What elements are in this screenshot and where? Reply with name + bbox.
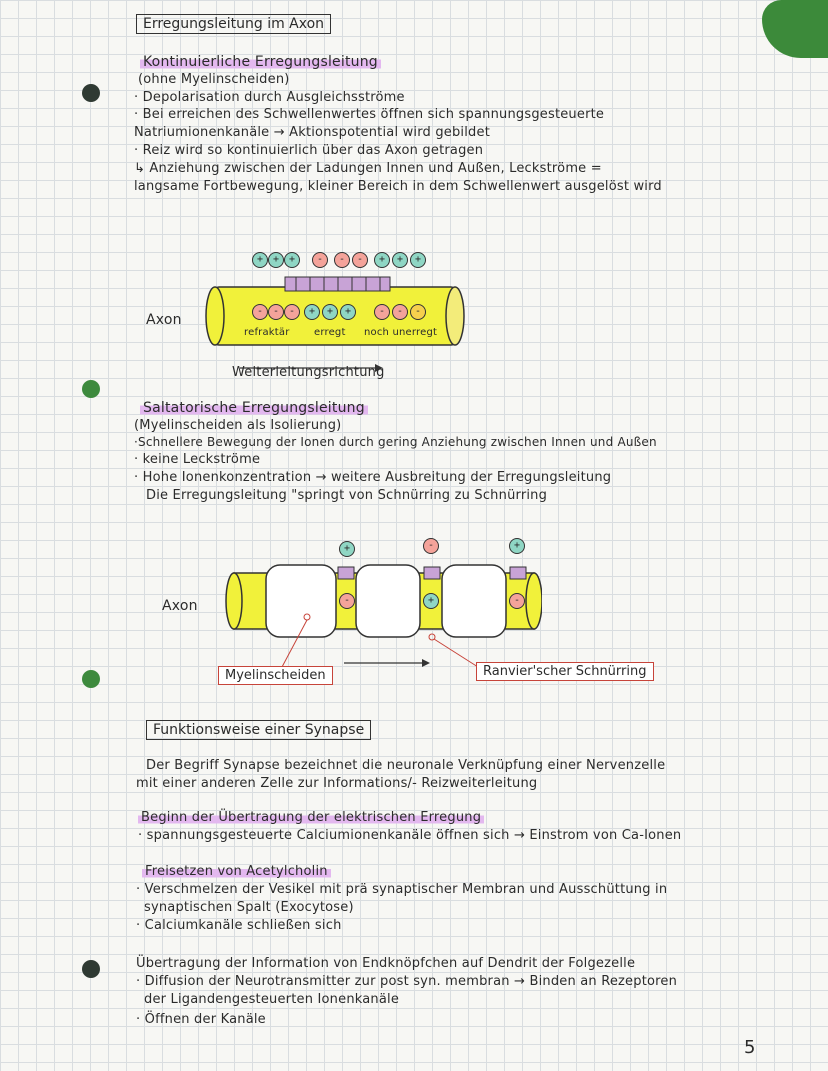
axon-label: Axon — [162, 598, 198, 614]
ion: - — [312, 252, 328, 268]
text-line: · Depolarisation durch Ausgleichsströme — [134, 90, 405, 105]
ion: + — [339, 541, 355, 557]
subheading-beginn: Beginn der Übertragung der elektrischen Erregung — [138, 810, 484, 826]
ion: - — [410, 304, 426, 320]
ion: - — [509, 593, 525, 609]
text-line: · Diffusion der Neurotransmitter zur post syn. membran → Binden an Rezeptoren — [136, 974, 678, 989]
ion: - — [284, 304, 300, 320]
ion: - — [268, 304, 284, 320]
label-noch-unerregt: noch unerregt — [364, 327, 438, 338]
ion: + — [340, 304, 356, 320]
text-line: · Hohe Ionenkonzentration → weitere Ausbreitung der Erregungsleitung — [134, 470, 612, 485]
punch-hole — [82, 84, 100, 102]
section-sub: (Myelinscheiden als Isolierung) — [134, 418, 342, 433]
ion: - — [252, 304, 268, 320]
text-line: Die Erregungsleitung "springt von Schnürring zu Schnürring — [146, 488, 548, 503]
section-heading-saltatorisch: Saltatorische Erregungsleitung — [140, 400, 368, 416]
text-line: mit einer anderen Zelle zur Informations/- Reizweiterleitung — [136, 776, 538, 791]
ion: - — [392, 304, 408, 320]
section-heading-kontinuierlich: Kontinuierliche Erregungsleitung — [140, 54, 381, 70]
punch-hole — [82, 960, 100, 978]
ion: + — [252, 252, 268, 268]
ion: + — [304, 304, 320, 320]
text-line: Natriumionenkanäle → Aktionspotential wird gebildet — [134, 125, 491, 140]
green-corner-mark — [762, 0, 828, 58]
section-sub: (ohne Myelinscheiden) — [138, 72, 290, 87]
text-line: synaptischen Spalt (Exocytose) — [144, 900, 354, 915]
subheading-uebertragung: Übertragung der Information von Endknöpfchen auf Dendrit der Folgezelle — [136, 956, 636, 971]
label-refraktaer: refraktär — [244, 327, 290, 338]
axon-label: Axon — [146, 312, 182, 328]
text-line: ·Schnellere Bewegung der Ionen durch gering Anziehung zwischen Innen und Außen — [134, 435, 657, 449]
ion: + — [268, 252, 284, 268]
ion: - — [339, 593, 355, 609]
ion: + — [392, 252, 408, 268]
subheading-freisetzen: Freisetzen von Acetylcholin — [142, 864, 331, 880]
ion: - — [352, 252, 368, 268]
ranvier-label: Ranvier'scher Schnürring — [476, 662, 654, 681]
text-line: der Ligandengesteuerten Ionenkanäle — [144, 992, 400, 1007]
ion: - — [423, 538, 439, 554]
ion: + — [322, 304, 338, 320]
text-line: · Verschmelzen der Vesikel mit prä synaptischer Membran und Ausschüttung in — [136, 882, 668, 897]
text-line: · Calciumkanäle schließen sich — [136, 918, 342, 933]
text-line: Der Begriff Synapse bezeichnet die neuronale Verknüpfung einer Nervenzelle — [146, 758, 666, 773]
ion: + — [410, 252, 426, 268]
text-line: ↳ Anziehung zwischen der Ladungen Innen und Außen, Leckströme = — [134, 161, 602, 176]
myelin-label: Myelinscheiden — [218, 666, 333, 685]
label-erregt: erregt — [314, 327, 346, 338]
direction-label: Weiterleitungsrichtung — [232, 365, 385, 380]
text-line: · keine Leckströme — [134, 452, 261, 467]
text-line: · Öffnen der Kanäle — [136, 1012, 266, 1027]
punch-hole — [82, 670, 100, 688]
punch-hole — [82, 380, 100, 398]
text-line: · Reiz wird so kontinuierlich über das Axon getragen — [134, 143, 484, 158]
page-title: Erregungsleitung im Axon — [136, 14, 331, 34]
text-line: · Bei erreichen des Schwellenwertes öffnen sich spannungsgesteuerte — [134, 107, 605, 122]
page-number: 5 — [744, 1037, 756, 1058]
synapse-title: Funktionsweise einer Synapse — [146, 720, 371, 740]
ion: + — [423, 593, 439, 609]
ion: + — [509, 538, 525, 554]
ion: - — [334, 252, 350, 268]
text-line: · spannungsgesteuerte Calciumionenkanäle öffnen sich → Einstrom von Ca-Ionen — [138, 828, 682, 843]
ion: + — [284, 252, 300, 268]
ion: - — [374, 304, 390, 320]
text-line: langsame Fortbewegung, kleiner Bereich in dem Schwellenwert ausgelöst wird — [134, 179, 662, 194]
ion: + — [374, 252, 390, 268]
